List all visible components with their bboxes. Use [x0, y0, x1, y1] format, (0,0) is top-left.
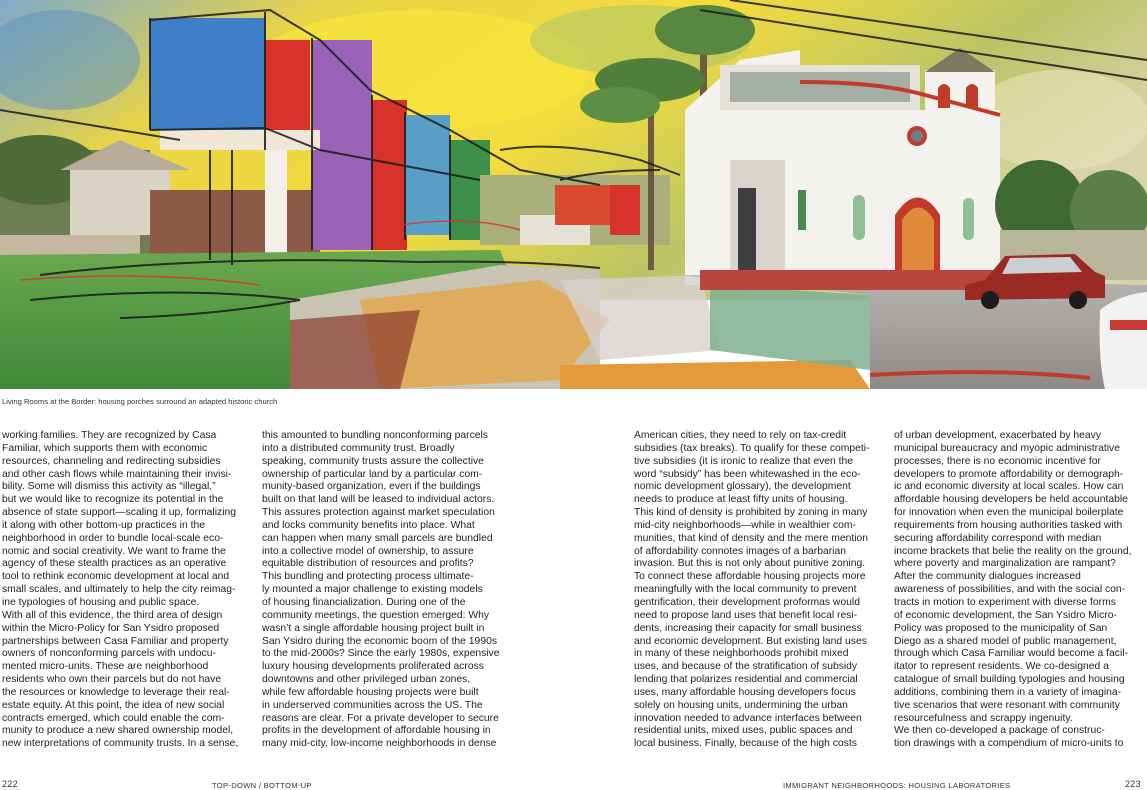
- glass-wall: [710, 285, 870, 370]
- hero-image: [0, 0, 1147, 389]
- right-running-head: IMMIGRANT NEIGHBORHOODS: HOUSING LABORATORIES: [783, 781, 1011, 790]
- text-column-1: working families. They are recognized by Casa Familiar, which supports them with economic resources, channeling and redirecting subsidies and other cash flows while maintaining their invisi- bility. Some will dismiss this activity as “illegal,” but we would like to recognize its potential in the absence of state support—scaling it up, formalizing it along with other bottom-up practices in the neighborhood in order to bundle local-scale eco- nomic and social creativity. We want to frame the agency of these stealth practices as an operative tool to rethink economic development at local and small scales, and ultimately to help the city reimag- ine typologies of housing and public space. With all of this evidence, the third area of design within the Micro-Policy for San Ysidro proposed partnerships between Casa Familiar and property owners of nonconforming parcels with undocu- mented micro-units. These are neighborhood residents who own their parcels but do not have the resources or knowledge to leverage their real- estate equity. At this point, the idea of new social contracts emerged, which could enable the com- munity to produce a new shared ownership model, new interpretations of community trusts. In a sense,: [2, 430, 239, 750]
- right-page-number: 223: [1125, 779, 1141, 789]
- figure-caption: Living Rooms at the Border: housing porches surround an adapted historic church: [2, 397, 278, 406]
- left-page-number: 222: [2, 779, 18, 789]
- living-rooms-collage: [0, 0, 1147, 389]
- purple-cube: [312, 40, 372, 250]
- text-column-3: American cities, they need to rely on tax-credit subsidies (tax breaks). To qualify for these competi- tive subsidies (it is ironic to realize that even the word “subsidy” has been whitewashed in the eco- nomic development glossary), the development needs to produce at least fifty units of housing. This kind of density is prohibited by zoning in many mid-city neighborhoods—while in wealthier com- munities, that kind of density and the mere mention of affordability connotes images of a barbarian invasion. But this is not only about punitive zoning. To connect these affordable housing projects more meaningfully with the local community to prevent gentrification, their development proformas would need to propose land uses that benefit local resi- dents, increasing their capacity for small business and economic development. But existing land uses in many of these neighborhoods prohibit mixed uses, and because of the stratification of subsidy lending that polarizes residential and commercial uses, many affordable housing developers focus solely on housing units, undermining the urban innovation needed to advance interfaces between residential units, mixed uses, public spaces and local business. Finally, because of the high costs: [634, 430, 870, 750]
- left-running-head: TOP-DOWN / BOTTOM-UP: [212, 781, 312, 790]
- white-car: [1100, 292, 1147, 389]
- text-column-4: of urban development, exacerbated by heavy municipal bureaucracy and myopic administrative processes, there is no economic incentive for developers to promote affordability or demograph- ic and economic diversity at local scales. How can affordable housing developers be held accountable for innovation when even the municipal boilerplate requirements from housing authorities tasked with securing affordability correspond with median income brackets that belie the reality on the ground, where poverty and marginalization are rampant? After the community dialogues increased awareness of possibilities, and with the social con- tracts in motion to experiment with diverse forms of economic development, the San Ysidro Micro- Policy was proposed to the municipality of San Diego as a shared model of public management, through which Casa Familiar would become a facil- itator to represent residents. We co-designed a catalogue of small building typologies and housing additions, combining them in a variety of imagina- tive scenarios that were resonant with community resourcefulness and scrappy ingenuity. We then co-developed a package of construc- tion drawings with a compendium of micro-units to: [894, 430, 1132, 750]
- brick-wall: [150, 190, 320, 260]
- text-column-2: this amounted to bundling nonconforming parcels into a distributed community trust. Broadly speaking, community trusts assure the collective ownership of particular land by a particular com- munity-based organization, even if the buildings built on that land will be leased to individual actors. This assures protection against market speculation and locks community benefits into place. What can happen when many small parcels are bundled into a collective model of ownership, to assure equitable distribution of resources and profits? This bundling and protecting process ultimate- ly mounted a major challenge to existing models of housing financialization. During one of the community meetings, the question emerged: Why wasn’t a single affordable housing project built in San Ysidro during the economic boom of the 1990s to the mid-2000s? Since the early 1980s, expensive luxury housing developments proliferated across downtowns and other privileged urban zones, while few affordable housing projects were built in underserved communities across the US. The reasons are clear. For a private developer to secure profits in the development of affordable housing in many mid-city, low-income neighborhoods in dense: [262, 430, 500, 750]
- historic-church: [685, 48, 1000, 290]
- blue-cube: [150, 18, 265, 130]
